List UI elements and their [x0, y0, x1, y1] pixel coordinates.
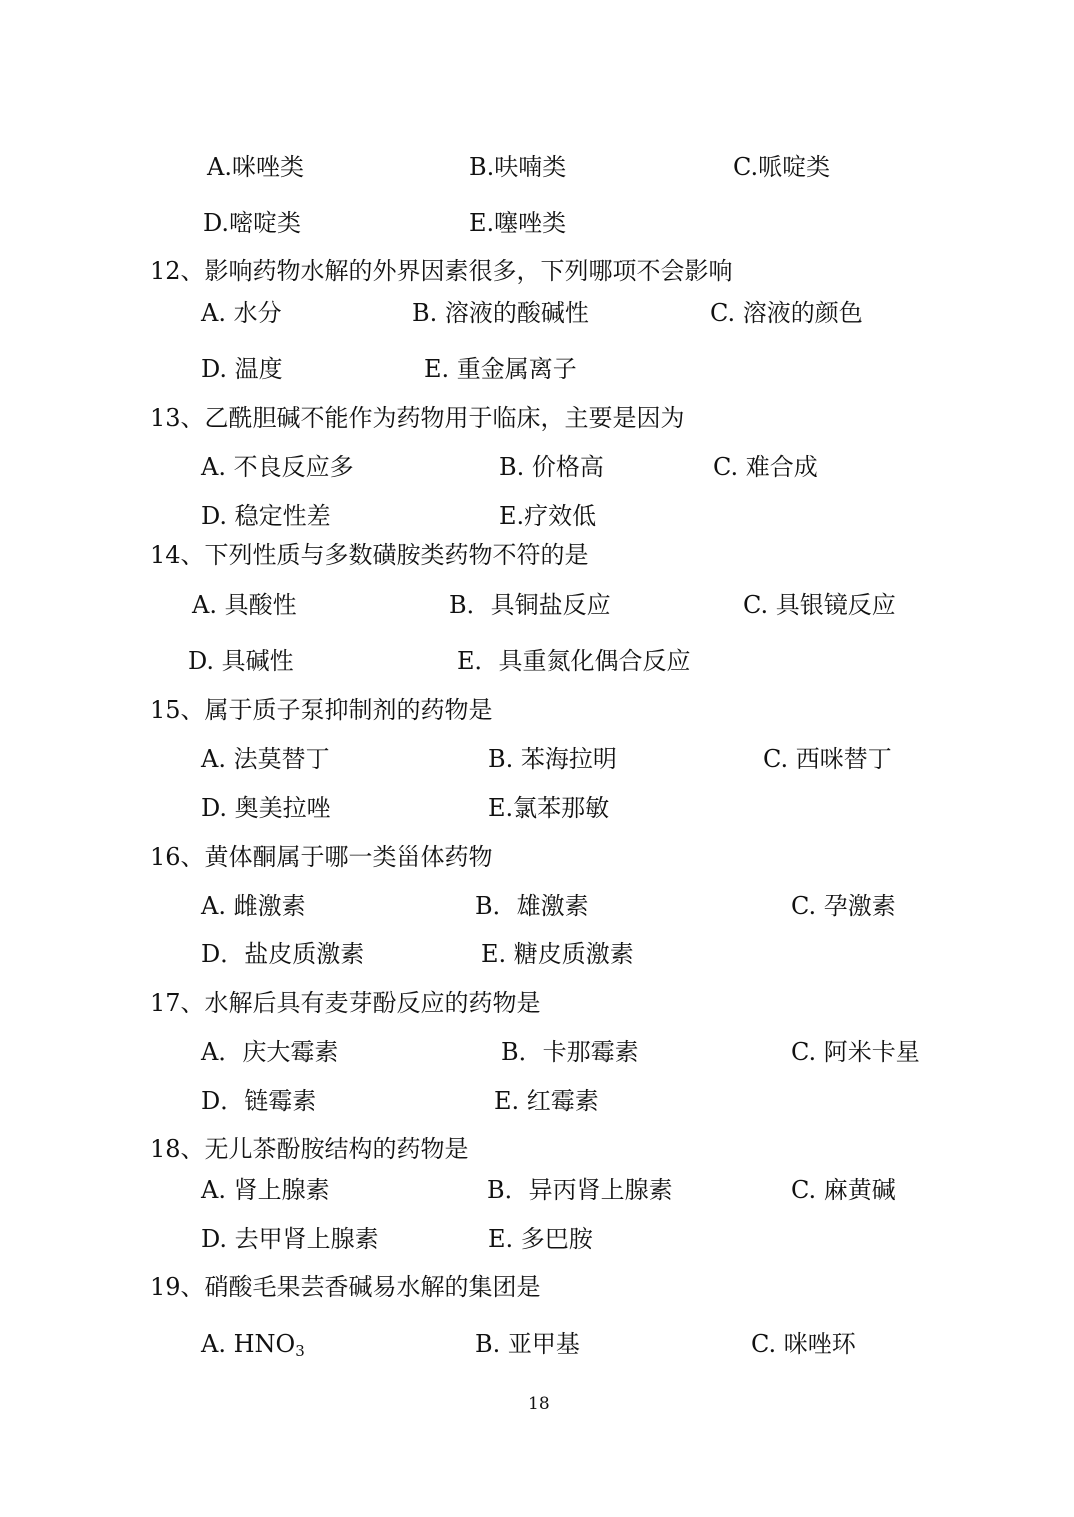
q19-stem: 19、硝酸毛果芸香碱易水解的集团是 — [150, 1273, 541, 1301]
q17-option-c: C. 阿米卡星 — [791, 1038, 920, 1066]
q12-option-a: A. 水分 — [201, 299, 282, 327]
q19-option-c: C. 咪唑环 — [751, 1330, 856, 1358]
q19-option-a — [201, 1332, 305, 1359]
q13-option-c: C. 难合成 — [713, 453, 818, 481]
q14-option-d: D. 具碱性 — [188, 647, 294, 675]
q16-option-d: D．盐皮质激素 — [201, 940, 365, 968]
q15-option-a: A. 法莫替丁 — [201, 745, 330, 773]
q17-option-b: B．卡那霉素 — [501, 1038, 639, 1066]
q18-option-b: B．异丙肾上腺素 — [487, 1176, 673, 1204]
q16-stem: 16、黄体酮属于哪一类甾体药物 — [150, 843, 493, 871]
q15-option-c: C. 西咪替丁 — [763, 745, 892, 773]
q12-option-c: C. 溶液的颜色 — [710, 299, 863, 327]
q15-option-b: B. 苯海拉明 — [488, 745, 617, 773]
q11-option-a: A.咪唑类 — [207, 153, 304, 181]
q16-option-a: A. 雌激素 — [201, 892, 306, 920]
q16-option-e: E. 糖皮质激素 — [481, 940, 634, 968]
q13-option-a: A. 不良反应多 — [201, 453, 354, 481]
q16-option-c: C. 孕激素 — [791, 892, 896, 920]
q12-stem: 12、影响药物水解的外界因素很多，下列哪项不会影响 — [150, 257, 733, 285]
q11-option-e: E.噻唑类 — [469, 209, 567, 237]
q17-option-d: D．链霉素 — [201, 1087, 317, 1115]
q18-option-e: E. 多巴胺 — [488, 1225, 593, 1253]
q14-stem: 14、下列性质与多数磺胺类药物不符的是 — [150, 541, 589, 569]
q14-option-c: C. 具银镜反应 — [743, 591, 896, 619]
q13-stem: 13、乙酰胆碱不能作为药物用于临床，主要是因为 — [150, 404, 685, 432]
q17-option-e: E. 红霉素 — [494, 1087, 599, 1115]
q13-option-b: B. 价格高 — [499, 453, 604, 481]
q11-option-d: D.嘧啶类 — [203, 209, 302, 237]
q19-option-b: B. 亚甲基 — [475, 1330, 580, 1358]
q17-stem: 17、水解后具有麦芽酚反应的药物是 — [150, 989, 541, 1017]
q17-option-a: A．庆大霉素 — [201, 1038, 339, 1066]
q18-stem: 18、无儿茶酚胺结构的药物是 — [150, 1135, 469, 1163]
q11-option-b: B.呋喃类 — [469, 153, 567, 181]
q18-option-d: D. 去甲肾上腺素 — [201, 1225, 379, 1253]
q15-option-e: E.氯苯那敏 — [488, 794, 610, 822]
q15-option-d: D. 奥美拉唑 — [201, 794, 331, 822]
q14-option-e: E．具重氮化偶合反应 — [457, 647, 691, 675]
q12-option-b: B. 溶液的酸碱性 — [412, 299, 589, 327]
q16-option-b: B．雄激素 — [475, 892, 589, 920]
q18-option-c: C. 麻黄碱 — [791, 1176, 896, 1204]
q15-stem: 15、属于质子泵抑制剂的药物是 — [150, 696, 493, 724]
q19-option-a-formula: A. HNO — [201, 1330, 296, 1358]
q12-option-d: D. 温度 — [201, 355, 283, 383]
q18-option-a: A. 肾上腺素 — [201, 1176, 330, 1204]
page-number: 18 — [528, 1394, 550, 1414]
q13-option-e: E.疗效低 — [499, 502, 597, 530]
q11-option-c: C.哌啶类 — [733, 153, 831, 181]
q14-option-b: B．具铜盐反应 — [449, 591, 611, 619]
q19-option-a-subscript: 3 — [295, 1342, 305, 1360]
q13-option-d: D. 稳定性差 — [201, 502, 331, 530]
q14-option-a: A. 具酸性 — [192, 591, 297, 619]
q12-option-e: E. 重金属离子 — [424, 355, 577, 383]
